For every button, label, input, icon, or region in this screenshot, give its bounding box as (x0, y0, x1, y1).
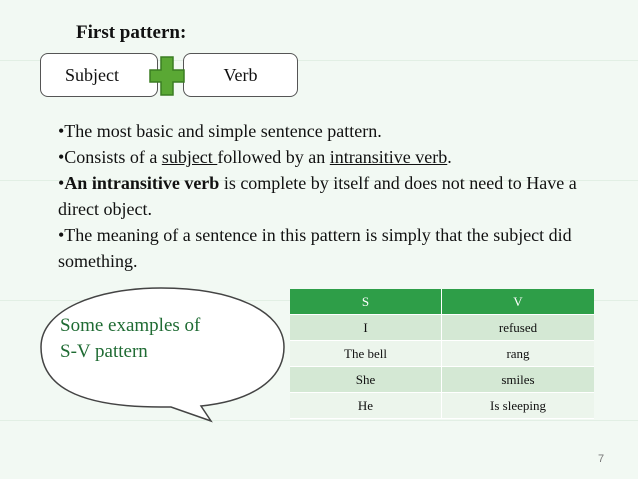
table-header-row (290, 289, 594, 315)
bullet-item (58, 222, 603, 274)
bullet-item (58, 118, 603, 144)
table-cell: rang (442, 341, 594, 367)
header-s: S (290, 289, 442, 315)
bubble-line: S-V pattern (60, 341, 148, 362)
plus-icon (149, 56, 185, 96)
bubble-line: Some examples of (60, 315, 201, 336)
table-row (290, 393, 594, 419)
table-cell: He (290, 393, 442, 419)
underlined-subject: subject (161, 147, 218, 167)
verb-label: Verb (223, 64, 258, 85)
table-cell: She (290, 367, 442, 393)
bullet-text: • (58, 173, 65, 193)
table-cell: I (290, 315, 442, 341)
underlined-intransitive-verb: intransitive verb (329, 147, 448, 167)
bullet-item (58, 144, 603, 170)
bullet-text: followed by an (217, 147, 330, 167)
examples-table (290, 289, 594, 419)
table-row (290, 315, 594, 341)
bullet-text: •Consists of a (58, 147, 162, 167)
table-cell: Is sleeping (442, 393, 594, 419)
bullet-text: . (447, 147, 452, 167)
subject-box (40, 53, 158, 97)
bullet-text: is complete by itself and does not need to Have a direct object. (58, 173, 577, 219)
bullet-text: •The most basic and simple sentence pattern. (58, 121, 382, 141)
slide-title: First pattern: (76, 22, 187, 43)
table-cell: smiles (442, 367, 594, 393)
table-row (290, 341, 594, 367)
bullet-text: •The meaning of a sentence in this pattern is simply that the subject did something. (58, 225, 572, 271)
subject-label: Subject (65, 64, 119, 85)
slide-number: 7 (598, 453, 605, 465)
header-v: V (442, 289, 594, 315)
bullet-list (58, 118, 603, 274)
table-cell: The bell (290, 341, 442, 367)
table-row (290, 367, 594, 393)
verb-box (183, 53, 298, 97)
bubble-text (60, 313, 260, 365)
table-cell: refused (442, 315, 594, 341)
bullet-item (58, 170, 603, 222)
bold-term: An intransitive verb (64, 173, 220, 193)
